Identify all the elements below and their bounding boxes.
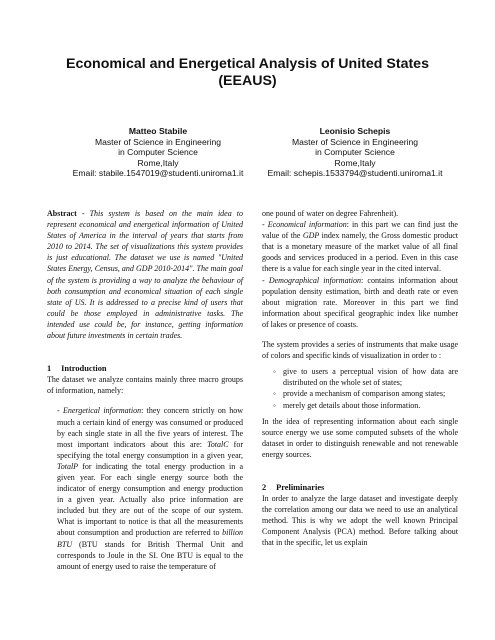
section-number: 1	[47, 364, 52, 374]
economical-text: : in this part we can find just the value of the	[262, 220, 458, 241]
author-email: Email: schepis.1533794@studenti.uniroma1.it	[267, 168, 443, 179]
section-title: Preliminaries	[276, 482, 325, 492]
author-degree: Master of Science in Engineering	[94, 136, 222, 147]
energetical-text: (BTU stands for British Thermal Unit and corresponds to Joule in the SI. One BTU is equal to the amount of energy used to raise the temperature of	[57, 539, 243, 571]
section-number: 2	[262, 482, 267, 492]
demographical-text: : contains information about population density estimation, birth and death rate or even about migration rate. Moreover in this part we find information about specifical geographic index like number of lakes or presence of coasts.	[262, 275, 458, 329]
term-totalc: TotalC	[207, 439, 229, 449]
section-title: Introduction	[61, 364, 107, 374]
left-column	[47, 208, 243, 572]
section-heading-introduction	[47, 363, 243, 374]
energetical-label: Energetical information	[62, 406, 142, 416]
continuation-text: one pound of water on degree Fahrenheit).	[262, 209, 399, 218]
author-field: in Computer Science	[118, 147, 198, 158]
author-field: in Computer Science	[315, 147, 395, 158]
author-name: Leonisio Schepis	[319, 126, 391, 136]
idea-paragraph: In the idea of representing information about each single source energy we use some computed subsets of the whole dataset in order to distinguish renewable and not renewable energy sources.	[262, 416, 458, 459]
economical-text: index namely, the Gross domestic product that is a monetary measure of the market value of all final goods and services produced in a period. Even in this case there is a value for each single year in the cited interval.	[262, 231, 459, 274]
section-heading-preliminaries	[262, 482, 458, 493]
intro-paragraph: The dataset we analyze contains mainly three macro groups of information, namely:	[47, 375, 243, 396]
author-location: Rome,Italy	[137, 157, 179, 168]
demographical-label: Demographical information	[268, 275, 362, 285]
author-block-2	[255, 126, 455, 179]
list-item: ◦ give to users a perceptual vision of how data are distributed on the whole set of states;	[273, 366, 458, 388]
energetical-paragraph: - Energetical information: they concern strictly on how much a certain kind of energy was consumed or produced by each single state in all the five years of interest. The most important indicators about this are: TotalC for specifying the total energy consumption in a given year, TotalP for indicating the total energy production in a given year. For each single energy source both the indicator of energy consumption and energy production in a given year. Actually also price information are included but they are out of the scope of our system. What is important to notice is that all the measurements about consumption and production are referred to billion BTU (BTU stands for British Thermal Unit and corresponds to Joule in the SI. One BTU is equal to the amount of energy used to raise the temperature of	[57, 406, 244, 571]
energetical-text: : they concern strictly on how much a certain kind of energy was consumed or produced by each single state in all the five years of interest. The most important indicators about this are:	[57, 406, 243, 449]
economical-label: Economical information	[267, 220, 347, 230]
author-location: Rome,Italy	[334, 157, 376, 168]
author-name: Matteo Stabile	[128, 126, 188, 136]
instruments-intro: The system provides a series of instruments that make usage of colors and specific kinds of visualization in order to :	[262, 340, 458, 361]
preliminaries-paragraph: In order to analyze the large dataset and investigate deeply the correlation among our data we need to use an analytical method. This is why we adopt the well known Principal Component Analysis (PCA) method. Before talking about that in the specific, let us explain	[262, 494, 458, 548]
right-column	[262, 208, 458, 549]
abstract	[47, 208, 243, 341]
economical-paragraph: - Economical information: in this part we can find just the value of the GDP index namely, the Gross domestic product that is a monetary measure of the market value of all final goods and services produced in a period. Even in this case there is a value for each single year in the cited interval.	[262, 220, 459, 274]
demographical-paragraph: - Demographical information: contains information about population density estimation, birth and death rate or even about migration rate. Moreover in this part we find information about specifical geographic index like number of lakes or presence of coasts.	[262, 275, 458, 329]
abstract-text: - This system is based on the main idea to represent economical and energetical information of United States of America in the interval of years that starts from 2010 to 2014. The set of visualizations this system provides is just educational. The dataset we use is named "United States Energy, Census, and GDP 2010-2014". The main goal of the system is providing a way to analyze the behaviour of both consumption and economical situation of each single state of US. It is addressed to a precise kind of users that could be those employed in administrative tasks. The intended use could be, for instance, getting information about future investments in certain trades.	[47, 209, 244, 341]
author-email: Email: stabile.1547019@studenti.uniroma1.it	[72, 168, 244, 179]
instruments-list	[262, 366, 458, 410]
author-degree: Master of Science in Engineering	[291, 136, 419, 147]
author-block-1	[58, 126, 258, 179]
term-billion-btu: billion BTU	[57, 528, 243, 549]
term-gdp: GDP	[302, 231, 320, 241]
list-item: ◦ merely get details about those information.	[273, 400, 458, 411]
energetical-text: for specifying the total energy consumption in a given year,	[57, 439, 244, 460]
list-item: ◦ provide a mechanism of comparison among states;	[273, 388, 458, 399]
paper-title: Economical and Energetical Analysis of United States (EEAUS)	[66, 56, 429, 89]
term-totalp: TotalP	[57, 461, 79, 471]
energetical-text: for indicating the total energy production in a given year. For each single energy source both the indicator of energy consumption and energy production in a given year. Actually also price information are included but they are out of the scope of our system. What is important to notice is that all the measurements about consumption and production are referred to	[57, 461, 243, 538]
abstract-label: Abstract	[47, 209, 77, 218]
